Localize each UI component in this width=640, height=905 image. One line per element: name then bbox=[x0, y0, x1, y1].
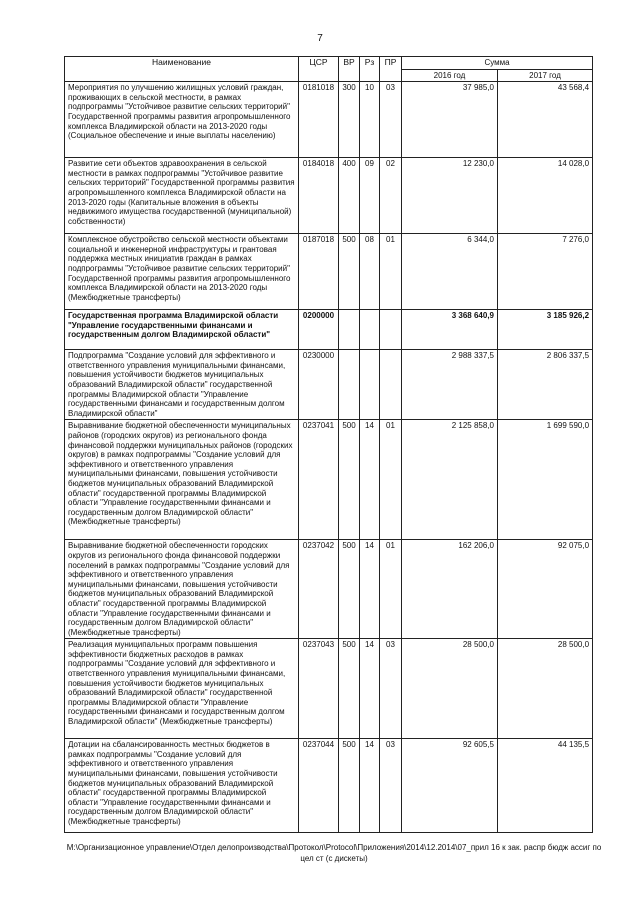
row-pr-cell bbox=[380, 310, 402, 350]
row-pr-cell: 03 bbox=[380, 739, 402, 833]
header-year-2017: 2017 год bbox=[498, 69, 593, 82]
row-2016-amount: 3 368 640,9 bbox=[402, 310, 498, 350]
row-csr-cell: 0230000 bbox=[299, 350, 339, 420]
row-name-cell: Мероприятия по улучшению жилищных условий граждан, проживающих в сельской местности, в рамках подпрограммы "Устойчивое развитие сельских территорий" Государственной программы развития агропромышленного комплекса Владимирской области на 2013-2020 годы (Социальное обеспечение и иные выплаты населению) bbox=[65, 82, 299, 158]
row-rz-cell: 14 bbox=[360, 420, 380, 540]
row-vr-cell: 400 bbox=[339, 158, 360, 234]
row-2016-amount: 28 500,0 bbox=[402, 639, 498, 739]
table-row bbox=[65, 82, 593, 158]
row-2016-amount: 6 344,0 bbox=[402, 234, 498, 310]
row-vr-cell: 500 bbox=[339, 739, 360, 833]
row-rz-cell: 10 bbox=[360, 82, 380, 158]
row-pr-cell: 03 bbox=[380, 639, 402, 739]
row-pr-cell: 03 bbox=[380, 82, 402, 158]
header-sum: Сумма bbox=[402, 57, 593, 70]
row-csr-cell: 0237043 bbox=[299, 639, 339, 739]
header-vr: ВР bbox=[339, 57, 360, 82]
row-pr-cell: 02 bbox=[380, 158, 402, 234]
row-rz-cell: 08 bbox=[360, 234, 380, 310]
row-vr-cell: 300 bbox=[339, 82, 360, 158]
row-name-cell: Дотации на сбалансированность местных бюджетов в рамках подпрограммы "Создание условий для эффективного и ответственного управления муниципальными финансами, повышения устойчивости бюджетов муниципальных образований Владимирской области" государственной программы Владимирской области "Управление государственными финансами и государственным долгом Владимирской области" (Межбюджетные трансферты) bbox=[65, 739, 299, 833]
row-vr-cell: 500 bbox=[339, 234, 360, 310]
row-csr-cell: 0237044 bbox=[299, 739, 339, 833]
header-name: Наименование bbox=[65, 57, 299, 82]
row-2016-amount: 37 985,0 bbox=[402, 82, 498, 158]
row-pr-cell: 01 bbox=[380, 234, 402, 310]
row-2016-amount: 12 230,0 bbox=[402, 158, 498, 234]
header-row bbox=[65, 57, 593, 70]
row-name-cell: Развитие сети объектов здравоохранения в сельской местности в рамках подпрограммы "Устойчивое развитие сельских территорий" Государственной программы развития агропромышленного комплекса Владимирской области на 2013-2020 годы (Капитальные вложения в объекты недвижимого имущества государственной (муниципальной) собственности) bbox=[65, 158, 299, 234]
row-2017-amount: 7 276,0 bbox=[498, 234, 593, 310]
row-2017-amount: 43 568,4 bbox=[498, 82, 593, 158]
row-csr-cell: 0184018 bbox=[299, 158, 339, 234]
row-vr-cell: 500 bbox=[339, 639, 360, 739]
table-row bbox=[65, 158, 593, 234]
row-name-cell: Выравнивание бюджетной обеспеченности городских округов из регионального фонда финансовой поддержки поселений в рамках подпрограммы "Создание условий для эффективного и ответственного управления муниципальными финансами, повышения устойчивости бюджетов муниципальных образований Владимирской области" государственной программы Владимирской области "Управление государственными финансами и государственным долгом Владимирской области" (Межбюджетные трансферты) bbox=[65, 540, 299, 639]
row-2016-amount: 2 988 337,5 bbox=[402, 350, 498, 420]
row-pr-cell: 01 bbox=[380, 540, 402, 639]
budget-table bbox=[64, 56, 593, 833]
table-row bbox=[65, 420, 593, 540]
table-row bbox=[65, 639, 593, 739]
row-csr-cell: 0187018 bbox=[299, 234, 339, 310]
header-year-2016: 2016 год bbox=[402, 69, 498, 82]
row-rz-cell: 14 bbox=[360, 639, 380, 739]
row-name-cell: Комплексное обустройство сельской местности объектами социальной и инженерной инфраструктуры и грантовая поддержка местных инициатив граждан в рамках подпрограммы "Устойчивое развитие сельских территорий" Государственной программы развития агропромышленного комплекса Владимирской области на 2013-2020 годы (Межбюджетные трансферты) bbox=[65, 234, 299, 310]
page-number: 7 bbox=[317, 33, 323, 44]
row-2017-amount: 2 806 337,5 bbox=[498, 350, 593, 420]
row-name-cell: Подпрограмма "Создание условий для эффективного и ответственного управления муниципальными финансами, повышения устойчивости бюджетов муниципальных образований Владимирской области" государственной программы Владимирской области "Управление государственными финансами и государственным долгом Владимирской области" bbox=[65, 350, 299, 420]
row-2017-amount: 44 135,5 bbox=[498, 739, 593, 833]
row-2017-amount: 28 500,0 bbox=[498, 639, 593, 739]
row-pr-cell bbox=[380, 350, 402, 420]
row-pr-cell: 01 bbox=[380, 420, 402, 540]
row-csr-cell: 0181018 bbox=[299, 82, 339, 158]
row-rz-cell bbox=[360, 350, 380, 420]
row-2017-amount: 92 075,0 bbox=[498, 540, 593, 639]
row-csr-cell: 0237041 bbox=[299, 420, 339, 540]
file-path-footer: M:\Организационное управление\Отдел делопроизводства\Протокол\Protocol\Приложения\2014\12.2014\07_прил 16 к зак. распр бюдж ассиг по цел ст (с дискеты) bbox=[66, 843, 602, 863]
row-csr-cell: 0237042 bbox=[299, 540, 339, 639]
row-rz-cell bbox=[360, 310, 380, 350]
table-row bbox=[65, 739, 593, 833]
row-vr-cell bbox=[339, 310, 360, 350]
table-row bbox=[65, 540, 593, 639]
row-name-cell: Реализация муниципальных программ повышения эффективности бюджетных расходов в рамках подпрограммы "Создание условий для эффективного и ответственного управления муниципальными финансами, повышения устойчивости бюджетов муниципальных образований Владимирской области" государственной программы Владимирской области "Управление государственными финансами и государственным долгом Владимирской области" (Межбюджетные трансферты) bbox=[65, 639, 299, 739]
header-csr: ЦСР bbox=[299, 57, 339, 82]
row-2016-amount: 92 605,5 bbox=[402, 739, 498, 833]
row-rz-cell: 09 bbox=[360, 158, 380, 234]
row-name-cell: Государственная программа Владимирской области "Управление государственными финансами и государственным долгом Владимирской области" bbox=[65, 310, 299, 350]
header-pr: ПР bbox=[380, 57, 402, 82]
row-2016-amount: 2 125 858,0 bbox=[402, 420, 498, 540]
row-name-cell: Выравнивание бюджетной обеспеченности муниципальных районов (городских округов) из регионального фонда финансовой поддержки муниципальных районов (городских округов) в рамках подпрограммы "Создание условий для эффективного и ответственного управления муниципальными финансами, повышения устойчивости бюджетов муниципальных образований Владимирской области" государственной программы Владимирской области "Управление государственными финансами и государственным долгом Владимирской области" (Межбюджетные трансферты) bbox=[65, 420, 299, 540]
row-rz-cell: 14 bbox=[360, 739, 380, 833]
row-vr-cell bbox=[339, 350, 360, 420]
table-row bbox=[65, 350, 593, 420]
table-row bbox=[65, 234, 593, 310]
row-rz-cell: 14 bbox=[360, 540, 380, 639]
row-2017-amount: 3 185 926,2 bbox=[498, 310, 593, 350]
row-2017-amount: 1 699 590,0 bbox=[498, 420, 593, 540]
row-2016-amount: 162 206,0 bbox=[402, 540, 498, 639]
row-vr-cell: 500 bbox=[339, 540, 360, 639]
row-2017-amount: 14 028,0 bbox=[498, 158, 593, 234]
table-body bbox=[65, 82, 593, 833]
table-row bbox=[65, 310, 593, 350]
row-csr-cell: 0200000 bbox=[299, 310, 339, 350]
row-vr-cell: 500 bbox=[339, 420, 360, 540]
header-rz: Рз bbox=[360, 57, 380, 82]
